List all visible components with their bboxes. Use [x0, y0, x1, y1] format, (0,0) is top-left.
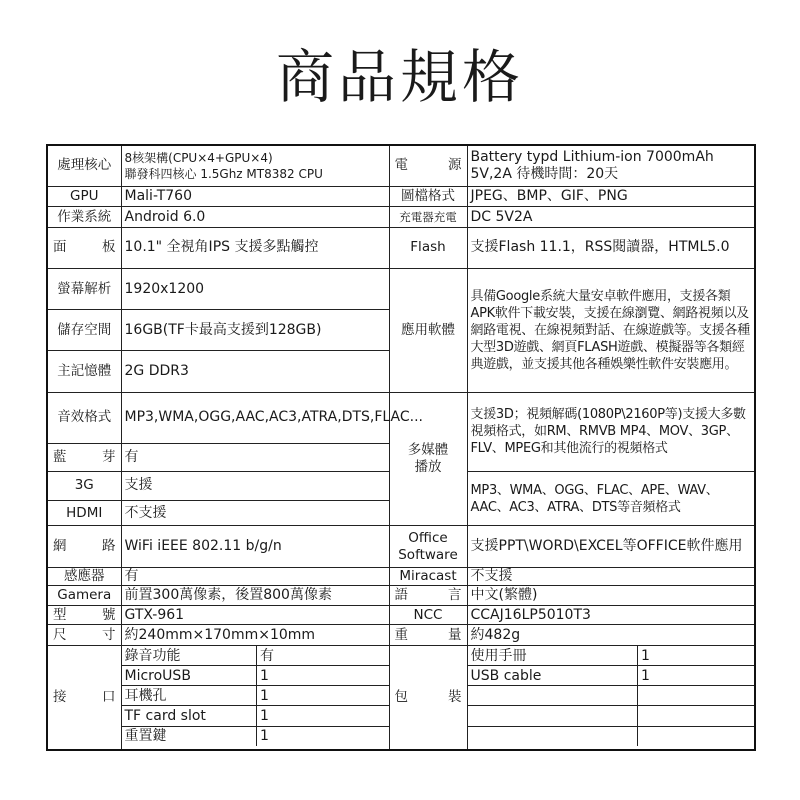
list-item: [468, 706, 755, 726]
table-row: [47, 392, 755, 443]
page-title: 商品規格: [275, 43, 524, 111]
storage-label: 儲存空間: [47, 310, 121, 351]
memory-value: 2G DDR3: [121, 351, 389, 392]
table-row: [47, 605, 755, 625]
ports-label: [47, 645, 121, 750]
ports-table-cell: [121, 645, 389, 750]
port-value: 1: [257, 726, 389, 746]
power-value: [467, 145, 755, 186]
port-name: 錄音功能: [122, 646, 257, 666]
port-name: MicroUSB: [122, 666, 257, 686]
port-value: 1: [257, 686, 389, 706]
bluetooth-label-a: 藍: [53, 449, 67, 465]
os-value: Android 6.0: [121, 207, 389, 228]
bluetooth-value: 有: [121, 444, 389, 472]
power-label: [389, 145, 467, 186]
cpu-line-1: 8核架構(CPU×4+GPU×4): [124, 150, 273, 165]
storage-value: 16GB(TF卡最高支援到128GB): [121, 310, 389, 351]
office-label-1: Office: [408, 529, 448, 546]
size-label-a: 尺: [53, 626, 67, 643]
table-row: [47, 269, 755, 310]
memory-label: 主記憶體: [47, 351, 121, 392]
list-item: [468, 666, 755, 686]
spec-table: [46, 144, 756, 751]
cpu-line-2: 聯發科四核心 1.5Ghz MT8382 CPU: [124, 166, 323, 181]
multimedia-audio-value: MP3、WMA、OGG、FLAC、APE、WAV、AAC、AC3、ATRA、DTS等音頻格式: [467, 471, 755, 526]
cpu-label: 處理核心: [47, 145, 121, 186]
table-row: [47, 526, 755, 567]
multimedia-label-2: 播放: [414, 459, 442, 476]
package-name: [468, 726, 638, 746]
package-table: [468, 646, 755, 746]
image-format-label: 圖檔格式: [389, 186, 467, 207]
package-name: 使用手冊: [468, 646, 638, 666]
list-item: [122, 686, 389, 706]
charger-label: 充電器充電: [389, 207, 467, 228]
office-value: 支援PPT\WORD\EXCEL等OFFICE軟件應用: [467, 526, 755, 567]
list-item: [122, 726, 389, 746]
model-label-a: 型: [53, 606, 67, 623]
port-value: 1: [257, 666, 389, 686]
sensor-label: 感應器: [47, 567, 121, 586]
ports-table: [122, 646, 389, 746]
language-value: 中文(繁體): [467, 586, 755, 606]
language-label-a: 語: [394, 586, 408, 603]
table-row: [47, 227, 755, 268]
package-value: 1: [638, 646, 755, 666]
package-value: 1: [638, 666, 755, 686]
language-label-b: 言: [448, 586, 462, 603]
power-label-b: 源: [448, 157, 462, 174]
g3-label: 3G: [47, 471, 121, 500]
weight-label-a: 重: [394, 626, 408, 643]
package-name: [468, 706, 638, 726]
apps-value: 具備Google系統大量安卓軟件應用，支援各類APK軟件下載安裝，支援在線瀏覽、網路視頻以及網路電視、在線視頻對話、在線遊戲等。支援各種大型3D遊戲、網頁FLASH遊戲、模擬器等各類經典遊戲，並支援其他各種娛樂性軟件安裝應用。: [467, 269, 755, 393]
ncc-label: NCC: [389, 605, 467, 625]
port-name: 重置鍵: [124, 728, 167, 745]
ports-label-b: 口: [102, 688, 116, 705]
list-item: [468, 646, 755, 666]
power-line-1: Battery typd Lithium-ion 7000mAh: [470, 148, 714, 165]
g3-value: 支援: [121, 471, 389, 500]
port-name: TF card slot: [122, 706, 257, 726]
gpu-label: GPU: [47, 186, 121, 207]
power-label-a: 電: [394, 157, 408, 174]
ncc-value: CCAJ16LP5010T3: [467, 605, 755, 625]
audio-format-value: MP3,WMA,OGG,AAC,AC3,ATRA,DTS,FLAC...: [121, 392, 389, 443]
bluetooth-label: [47, 444, 121, 472]
flash-value: 支援Flash 11.1，RSS閱讀器，HTML5.0: [467, 227, 755, 268]
apps-label: 應用軟體: [389, 269, 467, 393]
list-item: [468, 726, 755, 746]
language-label: [389, 586, 467, 606]
table-row: [47, 186, 755, 207]
package-name: [468, 686, 638, 706]
package-value: [638, 686, 755, 706]
network-label-a: 網: [53, 538, 67, 555]
package-label-b: 裝: [448, 688, 462, 705]
network-label-b: 路: [102, 538, 116, 555]
size-value: 約240mm×170mm×10mm: [121, 625, 389, 646]
weight-label: [389, 625, 467, 646]
hdmi-label: HDMI: [47, 500, 121, 526]
table-row: [47, 645, 755, 750]
office-label-2: Software: [398, 546, 458, 563]
panel-value: 10.1" 全視角IPS 支援多點觸控: [121, 227, 389, 268]
port-name: 耳機孔: [122, 686, 257, 706]
bluetooth-label-b: 芽: [102, 449, 116, 465]
port-value: 1: [257, 706, 389, 726]
resolution-label: 螢幕解析: [47, 269, 121, 310]
table-row: [47, 207, 755, 228]
list-item: [122, 646, 389, 666]
hdmi-value: 不支援: [121, 500, 389, 526]
power-line-2: 5V,2A 待機時間：20天: [470, 165, 619, 182]
charger-value: DC 5V2A: [467, 207, 755, 228]
panel-label-b: 板: [102, 239, 116, 256]
size-label-b: 寸: [102, 626, 116, 643]
office-label: [389, 526, 467, 567]
flash-label: Flash: [389, 227, 467, 268]
package-label-a: 包: [394, 688, 408, 705]
package-name: USB cable: [468, 666, 638, 686]
network-label: [47, 526, 121, 567]
multimedia-video-value: 支援3D；視頻解碼(1080P\2160P等)支援大多數視頻格式，如RM、RMVB MP4、MOV、3GP、FLV、MPEG和其他流行的視頻格式: [467, 392, 755, 471]
sensor-value: 有: [121, 567, 389, 586]
image-format-value: JPEG、BMP、GIF、PNG: [467, 186, 755, 207]
cpu-value: [121, 145, 389, 186]
list-item: [122, 666, 389, 686]
camera-value: 前置300萬像素，後置800萬像素: [121, 586, 389, 606]
table-row: [47, 586, 755, 606]
camera-label: Gamera: [47, 586, 121, 606]
gpu-value: Mali-T760: [121, 186, 389, 207]
package-value: [638, 726, 755, 746]
network-value: WiFi iEEE 802.11 b/g/n: [121, 526, 389, 567]
miracast-label: Miracast: [389, 567, 467, 586]
miracast-value: 不支援: [467, 567, 755, 586]
port-value: 有: [257, 646, 389, 666]
os-label: 作業系統: [47, 207, 121, 228]
weight-label-b: 量: [448, 626, 462, 643]
model-value: GTX-961: [121, 605, 389, 625]
list-item: [122, 706, 389, 726]
panel-label-a: 面: [53, 239, 67, 256]
package-value: [638, 706, 755, 726]
table-row: [47, 567, 755, 586]
model-label: [47, 605, 121, 625]
resolution-value: 1920x1200: [121, 269, 389, 310]
model-label-b: 號: [102, 606, 116, 623]
panel-label: [47, 227, 121, 268]
ports-label-a: 接: [53, 688, 67, 705]
package-table-cell: [467, 645, 755, 750]
list-item: [468, 686, 755, 706]
weight-value: 約482g: [467, 625, 755, 646]
table-row: [47, 145, 755, 186]
package-label: [389, 645, 467, 750]
multimedia-label-1: 多媒體: [407, 442, 449, 459]
audio-format-label: 音效格式: [47, 392, 121, 443]
table-row: [47, 625, 755, 646]
size-label: [47, 625, 121, 646]
